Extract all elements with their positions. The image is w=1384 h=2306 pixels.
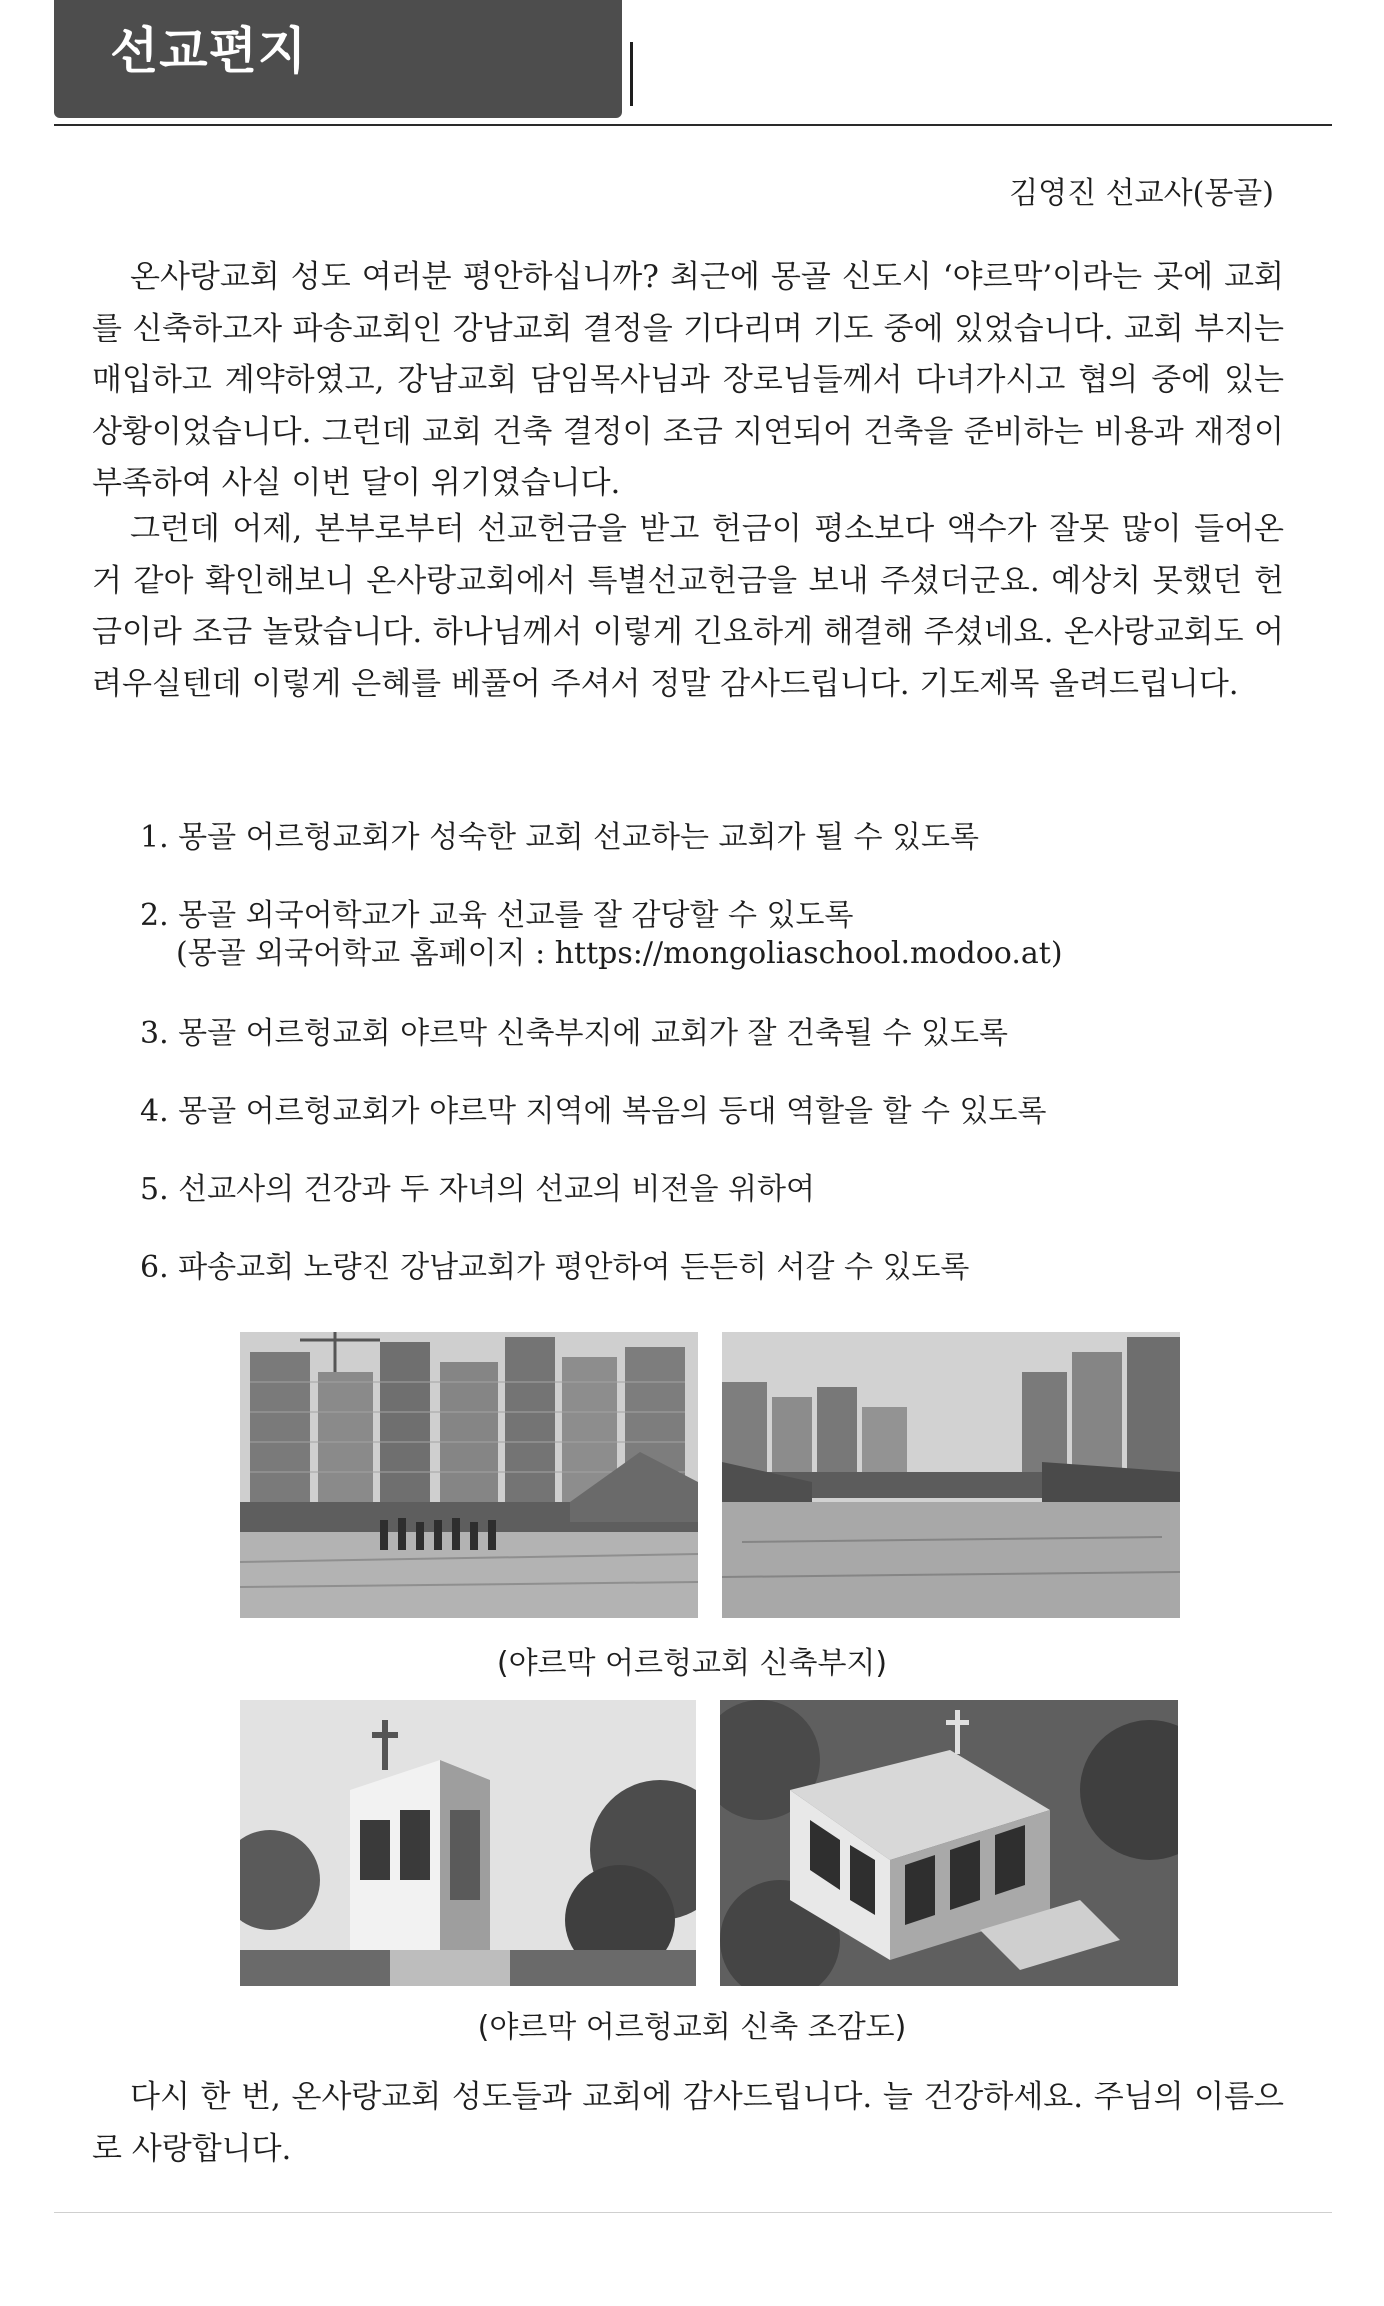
rendering-photo-1 [240,1700,696,1986]
prayer-item-1: 1. 몽골 어르헝교회가 성숙한 교회 선교하는 교회가 될 수 있도록 [140,820,979,855]
letter-closing: 다시 한 번, 온사랑교회 성도들과 교회에 감사드립니다. 늘 건강하세요. 주님의 이름으로 사랑합니다. [92,2079,1284,2167]
site-photo-1 [240,1332,698,1618]
prayer-item-6: 6. 파송교회 노량진 강남교회가 평안하여 든든히 서갈 수 있도록 [140,1250,970,1285]
rendering-photo-2 [720,1700,1178,1986]
prayer-item-5: 5. 선교사의 건강과 두 자녀의 선교의 비전을 위하여 [140,1172,815,1207]
prayer-item-2-homepage [140,934,1063,974]
letter-paragraph-1: 온사랑교회 성도 여러분 평안하십니까? 최근에 몽골 신도시 ‘야르막’이라는 곳에 교회를 신축하고자 파송교회인 강남교회 결정을 기다리며 기도 중에 있었습니다. 교회 부지는 매입하고 계약하였고, 강남교회 담임목사님과 장로님들께서 다녀가시고 협의 중에 있는 상황이었습니다. 그런데 교회 건축 결정이 조금 지연되어 건축을 준비하는 비용과 재정이 부족하여 사실 이번 달이 위기였습니다. [92,259,1284,501]
rendering-photos-caption: (야르막 어르헝교회 신축 조감도) [477,2010,907,2045]
prayer-item-2: 2. 몽골 외국어학교가 교육 선교를 잘 감당할 수 있도록 [140,898,854,933]
header-divider-bar [630,42,633,106]
header-rule [54,124,1332,126]
letter-paragraph-2: 그런데 어제, 본부로부터 선교헌금을 받고 헌금이 평소보다 액수가 잘못 많이 들어온거 같아 확인해보니 온사랑교회에서 특별선교헌금을 보내 주셨더군요. 예상치 못했던 헌금이라 조금 놀랐습니다. 하나님께서 이렇게 긴요하게 해결해 주셨네요. 온사랑교회도 어려우실텐데 이렇게 은혜를 베풀어 주셔서 정말 감사드립니다. 기도제목 올려드립니다. [92,511,1284,702]
footer-rule [54,2212,1332,2213]
section-title: 선교편지 [110,22,308,80]
homepage-note: (몽골 외국어학교 홈페이지 : https://mongoliaschool.modoo.at) [176,936,1063,971]
prayer-item-3: 3. 몽골 어르헝교회 야르막 신축부지에 교회가 잘 건축될 수 있도록 [140,1016,1008,1051]
letter-author: 김영진 선교사(몽골) [1009,176,1274,211]
prayer-item-4: 4. 몽골 어르헝교회가 야르막 지역에 복음의 등대 역할을 할 수 있도록 [140,1094,1047,1129]
site-photo-2 [722,1332,1180,1618]
site-photos-caption: (야르막 어르헝교회 신축부지) [496,1646,888,1681]
